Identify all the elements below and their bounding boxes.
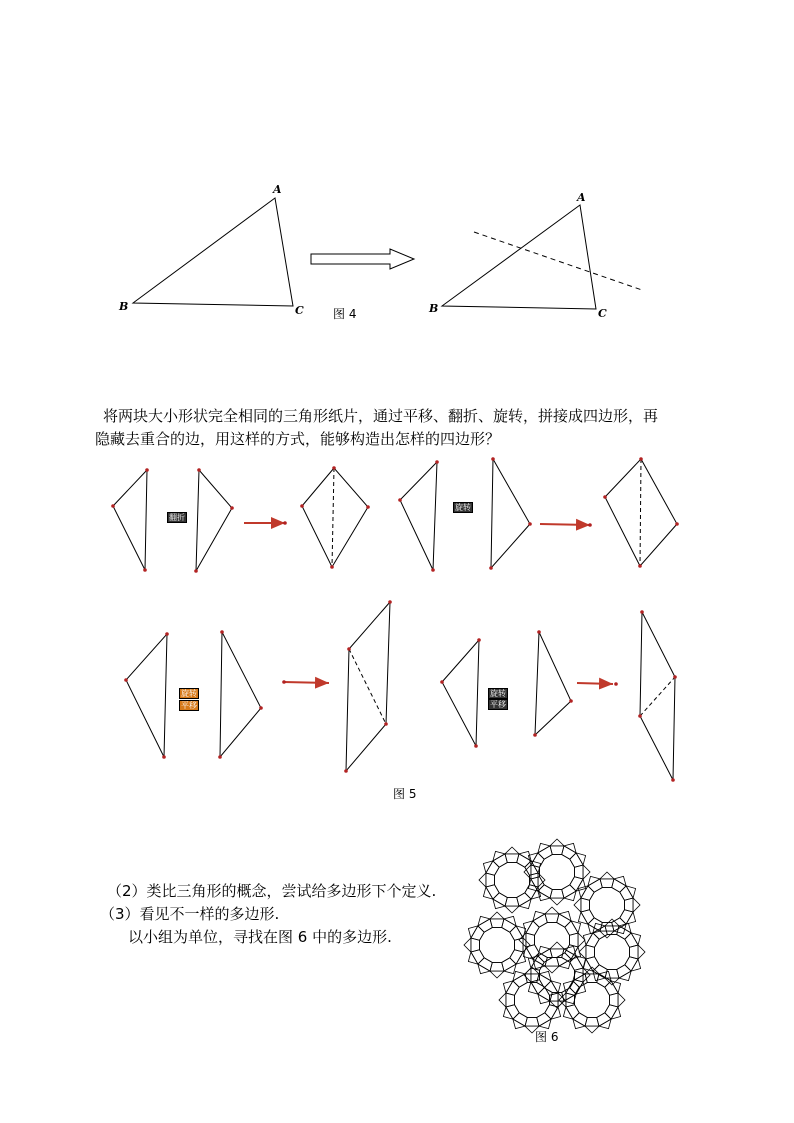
tiling-triangle — [519, 851, 531, 861]
tiling-triangle — [551, 1007, 561, 1019]
rotate-button-1[interactable]: 旋转 — [455, 503, 471, 512]
tiling-triangle — [631, 959, 641, 971]
tiling-triangle — [550, 898, 564, 905]
tiling-dodecagon — [480, 928, 515, 963]
tiling-quad — [630, 945, 639, 959]
tiling-triangle — [631, 933, 641, 945]
question-3-detail: 以小组为单位，寻找在图 6 中的多边形. — [128, 928, 392, 946]
tiling-quad — [478, 958, 492, 971]
tiling-triangle — [583, 865, 590, 879]
translate-button-3[interactable]: 平移 — [490, 700, 506, 709]
rotate-button-3[interactable]: 旋转 — [490, 689, 506, 698]
vertex-c-right: C — [598, 307, 607, 320]
tiling-dodecagon — [590, 888, 625, 923]
tiling-dodecagon — [495, 863, 530, 898]
tiling-triangle — [618, 993, 625, 1007]
tiling-triangle — [499, 993, 506, 1007]
tiling-triangle — [478, 964, 490, 974]
tiling-triangle — [563, 981, 573, 993]
tiling-triangle — [576, 982, 586, 994]
tiling-triangle — [585, 1026, 599, 1033]
tiling-quad — [526, 921, 539, 935]
tiling-quad — [575, 865, 584, 879]
tiling-triangle — [503, 1007, 513, 1019]
vertex-b-right: B — [429, 302, 439, 315]
tiling-triangle — [545, 907, 559, 914]
tiling-triangle — [493, 851, 505, 861]
tiling-triangle — [571, 921, 581, 933]
tiling-triangle — [504, 916, 516, 926]
tiling-triangle — [599, 1019, 611, 1029]
tiling-triangle — [614, 876, 626, 886]
tiling-quad — [471, 926, 484, 940]
question-2: （2）类比三角形的概念，尝试给多边形下个定义. — [107, 882, 437, 900]
tiling-triangle — [611, 1007, 621, 1019]
rotate-button-2[interactable]: 旋转 — [181, 689, 197, 698]
tiling-triangle — [531, 887, 541, 899]
translate-button-2[interactable]: 平移 — [181, 701, 197, 710]
vertex-a-right: A — [577, 191, 586, 204]
tiling-triangle — [564, 843, 576, 853]
tiling-triangle — [576, 853, 586, 865]
tiling-triangle — [578, 912, 588, 924]
tiling-quad — [557, 914, 571, 927]
tiling-triangle — [468, 952, 478, 964]
tiling-triangle — [538, 843, 550, 853]
tiling-triangle — [576, 879, 586, 891]
tiling-quad — [486, 861, 499, 875]
tiling-triangle — [564, 891, 576, 901]
figure-6-caption: 图 6 — [535, 1030, 559, 1044]
tiling-triangle — [503, 981, 513, 993]
tiling-triangle — [583, 933, 593, 945]
tiling-quad — [538, 885, 552, 898]
tiling-quad — [537, 974, 551, 987]
tiling-triangle — [513, 971, 525, 981]
tiling-triangle — [571, 947, 581, 959]
tiling-quad — [538, 988, 552, 1001]
tiling-triangle — [574, 898, 581, 912]
figure-5-caption: 图 5 — [393, 787, 417, 801]
tiling-quad — [612, 879, 626, 892]
tiling-quad — [570, 933, 579, 947]
tiling-triangle — [533, 911, 545, 921]
tiling-triangle — [559, 911, 571, 921]
tiling-triangle — [633, 898, 640, 912]
vertex-b-left: B — [119, 300, 129, 313]
tiling-triangle — [619, 971, 631, 981]
tiling-triangle — [478, 916, 490, 926]
figure-4-caption: 图 4 — [333, 307, 357, 321]
paragraph-1-line-2: 隐藏去重合的边，用这样的方式，能够构造出怎样的四边形？ — [95, 430, 501, 448]
tiling-quad — [493, 893, 507, 906]
tiling-quad — [581, 886, 594, 900]
tiling-triangle — [505, 906, 519, 913]
tiling-quad — [531, 853, 544, 867]
tiling-triangle — [490, 912, 504, 919]
tiling-triangle — [513, 1019, 525, 1029]
vertex-c-left: C — [295, 304, 304, 317]
tiling-quad — [506, 981, 519, 995]
tiling-triangle — [464, 938, 471, 952]
tiling-quad — [562, 846, 576, 859]
tiling-quad — [513, 1013, 527, 1026]
tiling-quad — [597, 974, 611, 987]
tiling-triangle — [551, 981, 561, 993]
question-3: （3）看见不一样的多边形. — [100, 905, 280, 923]
tiling-triangle — [611, 981, 621, 993]
tiling-triangle — [550, 942, 564, 949]
tiling-quad — [575, 968, 584, 982]
tiling-triangle — [638, 945, 645, 959]
fold-button[interactable]: 翻折 — [169, 513, 185, 522]
tiling-triangle — [528, 853, 538, 865]
tiling-quad — [586, 933, 599, 947]
tiling-triangle — [479, 873, 486, 887]
tiling-triangle — [573, 1019, 585, 1029]
tiling-triangle — [539, 971, 551, 981]
tiling-triangle — [559, 959, 571, 969]
tiling-triangle — [538, 946, 550, 956]
tiling-dodecagon — [540, 855, 575, 890]
tiling-quad — [573, 1013, 587, 1026]
tiling-triangle — [600, 872, 614, 879]
tiling-triangle — [483, 861, 493, 873]
tiling-triangle — [538, 994, 550, 1004]
tiling-triangle — [528, 982, 538, 994]
tiling-dodecagon — [595, 935, 630, 970]
vertex-a-left: A — [273, 183, 282, 196]
tiling-triangle — [626, 912, 636, 924]
tiling-quad — [610, 993, 619, 1007]
tiling-triangle — [505, 847, 519, 854]
tiling-quad — [625, 898, 634, 912]
paragraph-1-line-1: 将两块大小形状完全相同的三角形纸片，通过平移、翻折、旋转，拼接成四边形，再 — [103, 407, 659, 425]
tiling-triangle — [550, 839, 564, 846]
tiling-quad — [593, 965, 607, 978]
tiling-quad — [502, 919, 516, 932]
tiling-triangle — [493, 899, 505, 909]
tiling-triangle — [578, 886, 588, 898]
tiling-triangle — [468, 926, 478, 938]
tiling-dodecagon — [535, 923, 570, 958]
tiling-triangle — [483, 887, 493, 899]
tiling-triangle — [519, 899, 531, 909]
tiling-triangle — [588, 876, 600, 886]
tiling-triangle — [563, 1007, 573, 1019]
tiling-triangle — [626, 886, 636, 898]
tiling-triangle — [504, 964, 516, 974]
tiling-quad — [517, 854, 531, 867]
tiling-triangle — [490, 971, 504, 978]
tiling-triangle — [528, 956, 538, 968]
